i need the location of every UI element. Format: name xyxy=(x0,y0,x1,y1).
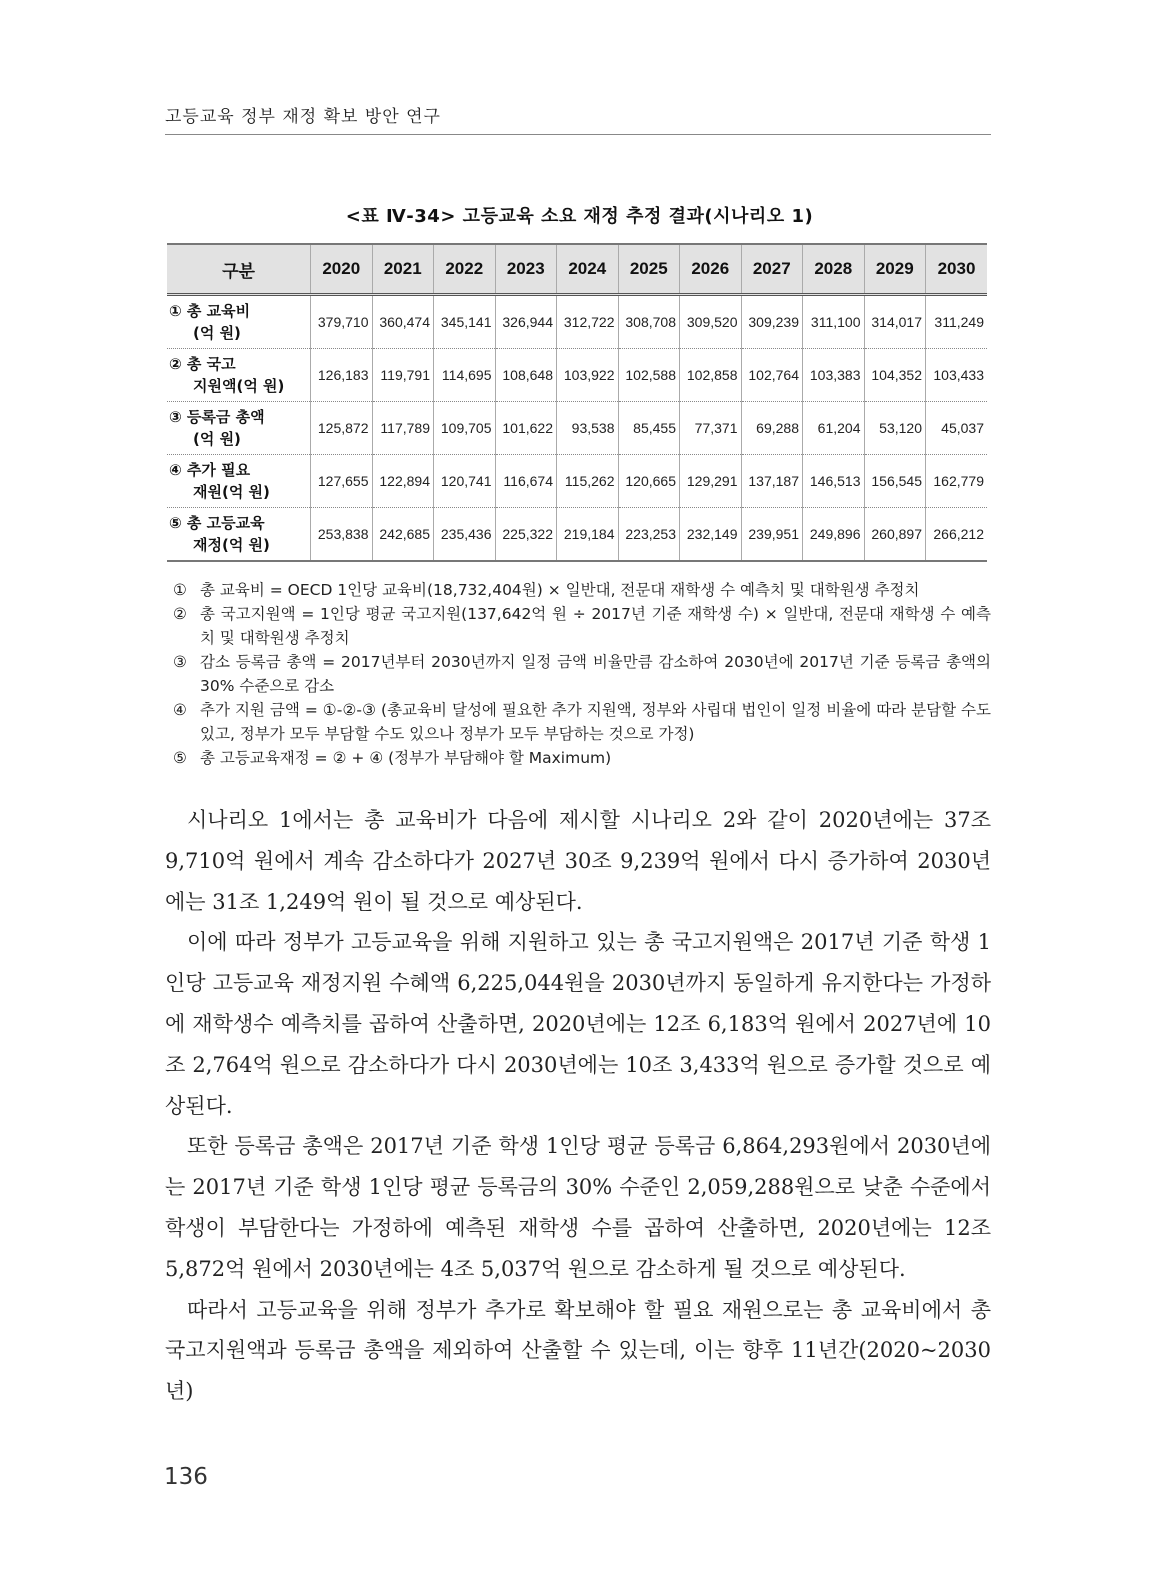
body-text xyxy=(165,800,991,1412)
running-header: 고등교육 정부 재정 확보 방안 연구 xyxy=(165,107,441,127)
body-paragraph: 또한 등록금 총액은 2017년 기준 학생 1인당 평균 등록금 6,864,293원에서 2030년에는 2017년 기준 학생 1인당 평균 등록금의 30% 수준인 2,059,288원으로 낮춘 수준에서 학생이 부담한다는 가정하에 예측된 재학생 수를 곱하여 산출하면, 2020년에는 12조 5,872억 원에서 2030년에는 4조 5,037억 원으로 감소하게 될 것으로 예상된다. xyxy=(165,1134,991,1281)
note-number: ① xyxy=(173,581,187,599)
table-cell: 127,655 xyxy=(311,455,373,508)
table-cell: 311,249 xyxy=(926,295,988,349)
note-number: ③ xyxy=(173,653,187,671)
table-cell: 326,944 xyxy=(495,295,557,349)
table-cell: 309,239 xyxy=(741,295,803,349)
table-cell: 137,187 xyxy=(741,455,803,508)
table-cell: 85,455 xyxy=(618,402,680,455)
table-cell: 311,100 xyxy=(803,295,865,349)
estimate-table xyxy=(167,243,987,562)
page-number: 136 xyxy=(164,1464,208,1490)
row-label-line1: ① 총 교육비 xyxy=(169,302,251,320)
table-cell: 360,474 xyxy=(372,295,434,349)
table-cell: 156,545 xyxy=(864,455,926,508)
column-header: 2023 xyxy=(495,244,557,295)
table-cell: 103,922 xyxy=(557,349,619,402)
column-header: 2020 xyxy=(311,244,373,295)
column-header: 2021 xyxy=(372,244,434,295)
table-cell: 45,037 xyxy=(926,402,988,455)
note-number: ② xyxy=(173,605,187,623)
table-cell: 69,288 xyxy=(741,402,803,455)
table-cell: 77,371 xyxy=(680,402,742,455)
note-item xyxy=(173,650,991,698)
table-cell: 314,017 xyxy=(864,295,926,349)
row-label xyxy=(167,349,311,402)
table-cell: 129,291 xyxy=(680,455,742,508)
note-item xyxy=(173,698,991,746)
table-cell: 53,120 xyxy=(864,402,926,455)
note-text: 총 교육비 = OECD 1인당 교육비(18,732,404원) × 일반대, 전문대 재학생 수 예측치 및 대학원생 추정치 xyxy=(200,581,920,599)
table-cell: 103,433 xyxy=(926,349,988,402)
header-rule xyxy=(165,134,991,135)
table-cell: 309,520 xyxy=(680,295,742,349)
table-cell: 61,204 xyxy=(803,402,865,455)
table-cell: 242,685 xyxy=(372,508,434,562)
row-label xyxy=(167,455,311,508)
table-cell: 119,791 xyxy=(372,349,434,402)
table-cell: 109,705 xyxy=(434,402,496,455)
column-header: 2030 xyxy=(926,244,988,295)
column-header: 2029 xyxy=(864,244,926,295)
table-cell: 120,665 xyxy=(618,455,680,508)
table-cell: 249,896 xyxy=(803,508,865,562)
table-cell: 232,149 xyxy=(680,508,742,562)
column-header: 2028 xyxy=(803,244,865,295)
note-text: 추가 지원 금액 = ①-②-③ (총교육비 달성에 필요한 추가 지원액, 정부와 사립대 법인이 일정 비율에 따라 분담할 수도 있고, 정부가 모두 부담할 수도 있으나 정부가 모두 부담하는 것으로 가정) xyxy=(200,701,991,743)
row-label xyxy=(167,295,311,349)
note-item xyxy=(173,602,991,650)
note-item xyxy=(173,746,991,770)
row-label-line2: 지원액(억 원) xyxy=(193,377,285,395)
row-label-line1: ② 총 국고 xyxy=(169,355,236,373)
table-cell: 126,183 xyxy=(311,349,373,402)
table-row xyxy=(167,455,987,508)
table-cell: 223,253 xyxy=(618,508,680,562)
table-cell: 103,383 xyxy=(803,349,865,402)
table-notes xyxy=(173,578,991,770)
table-cell: 102,588 xyxy=(618,349,680,402)
note-text: 총 고등교육재정 = ② + ④ (정부가 부담해야 할 Maximum) xyxy=(200,749,612,767)
column-header: 2026 xyxy=(680,244,742,295)
table-cell: 225,322 xyxy=(495,508,557,562)
row-label xyxy=(167,402,311,455)
row-label xyxy=(167,508,311,562)
table-cell: 108,648 xyxy=(495,349,557,402)
table-cell: 93,538 xyxy=(557,402,619,455)
table-cell: 102,858 xyxy=(680,349,742,402)
row-label-line1: ⑤ 총 고등교육 xyxy=(169,514,265,532)
note-number: ④ xyxy=(173,701,187,719)
column-header: 2027 xyxy=(741,244,803,295)
table-cell: 115,262 xyxy=(557,455,619,508)
table-cell: 117,789 xyxy=(372,402,434,455)
table-cell: 162,779 xyxy=(926,455,988,508)
table-row xyxy=(167,349,987,402)
table-cell: 114,695 xyxy=(434,349,496,402)
row-label-line1: ③ 등록금 총액 xyxy=(169,408,265,426)
body-paragraph: 따라서 고등교육을 위해 정부가 추가로 확보해야 할 필요 재원으로는 총 교육비에서 총 국고지원액과 등록금 총액을 제외하여 산출할 수 있는데, 이는 향후 11년간(2020~2030년) xyxy=(165,1297,991,1404)
table-cell: 266,212 xyxy=(926,508,988,562)
note-text: 감소 등록금 총액 = 2017년부터 2030년까지 일정 금액 비율만큼 감소하여 2030년에 2017년 기준 등록금 총액의 30% 수준으로 감소 xyxy=(200,653,991,695)
column-header: 2025 xyxy=(618,244,680,295)
table-cell: 116,674 xyxy=(495,455,557,508)
table-cell: 146,513 xyxy=(803,455,865,508)
table-cell: 125,872 xyxy=(311,402,373,455)
note-item xyxy=(173,578,991,602)
row-label-line2: (억 원) xyxy=(193,430,241,448)
column-header: 2024 xyxy=(557,244,619,295)
table-cell: 379,710 xyxy=(311,295,373,349)
table-caption: <표 Ⅳ-34> 고등교육 소요 재정 추정 결과(시나리오 1) xyxy=(345,206,814,227)
table-cell: 253,838 xyxy=(311,508,373,562)
table-cell: 104,352 xyxy=(864,349,926,402)
row-label-line2: 재정(억 원) xyxy=(193,536,270,554)
row-label-line1: ④ 추가 필요 xyxy=(169,461,251,479)
table-row xyxy=(167,402,987,455)
table-cell: 120,741 xyxy=(434,455,496,508)
table-cell: 101,622 xyxy=(495,402,557,455)
note-text: 총 국고지원액 = 1인당 평균 국고지원(137,642억 원 ÷ 2017년 기준 재학생 수) × 일반대, 전문대 재학생 수 예측치 및 대학원생 추정치 xyxy=(200,605,991,647)
table-cell: 345,141 xyxy=(434,295,496,349)
table-cell: 219,184 xyxy=(557,508,619,562)
column-header: 2022 xyxy=(434,244,496,295)
column-header: 구분 xyxy=(167,244,311,295)
table-cell: 122,894 xyxy=(372,455,434,508)
table-cell: 235,436 xyxy=(434,508,496,562)
table-cell: 239,951 xyxy=(741,508,803,562)
row-label-line2: 재원(억 원) xyxy=(193,483,270,501)
body-paragraph: 이에 따라 정부가 고등교육을 위해 지원하고 있는 총 국고지원액은 2017년 기준 학생 1인당 고등교육 재정지원 수혜액 6,225,044원을 2030년까지 동일하게 유지한다는 가정하에 재학생수 예측치를 곱하여 산출하면, 2020년에는 12조 6,183억 원에서 2027년에 10조 2,764억 원으로 감소하다가 다시 2030년에는 10조 3,433억 원으로 증가할 것으로 예상된다. xyxy=(165,930,991,1118)
table-row xyxy=(167,508,987,562)
table-cell: 260,897 xyxy=(864,508,926,562)
table-cell: 308,708 xyxy=(618,295,680,349)
note-number: ⑤ xyxy=(173,749,187,767)
table-row xyxy=(167,295,987,349)
table-header-row xyxy=(167,244,987,295)
table-cell: 312,722 xyxy=(557,295,619,349)
body-paragraph: 시나리오 1에서는 총 교육비가 다음에 제시할 시나리오 2와 같이 2020년에는 37조 9,710억 원에서 계속 감소하다가 2027년 30조 9,239억 원에서 다시 증가하여 2030년에는 31조 1,249억 원이 될 것으로 예상된다. xyxy=(165,808,991,914)
table-cell: 102,764 xyxy=(741,349,803,402)
row-label-line2: (억 원) xyxy=(193,324,241,342)
